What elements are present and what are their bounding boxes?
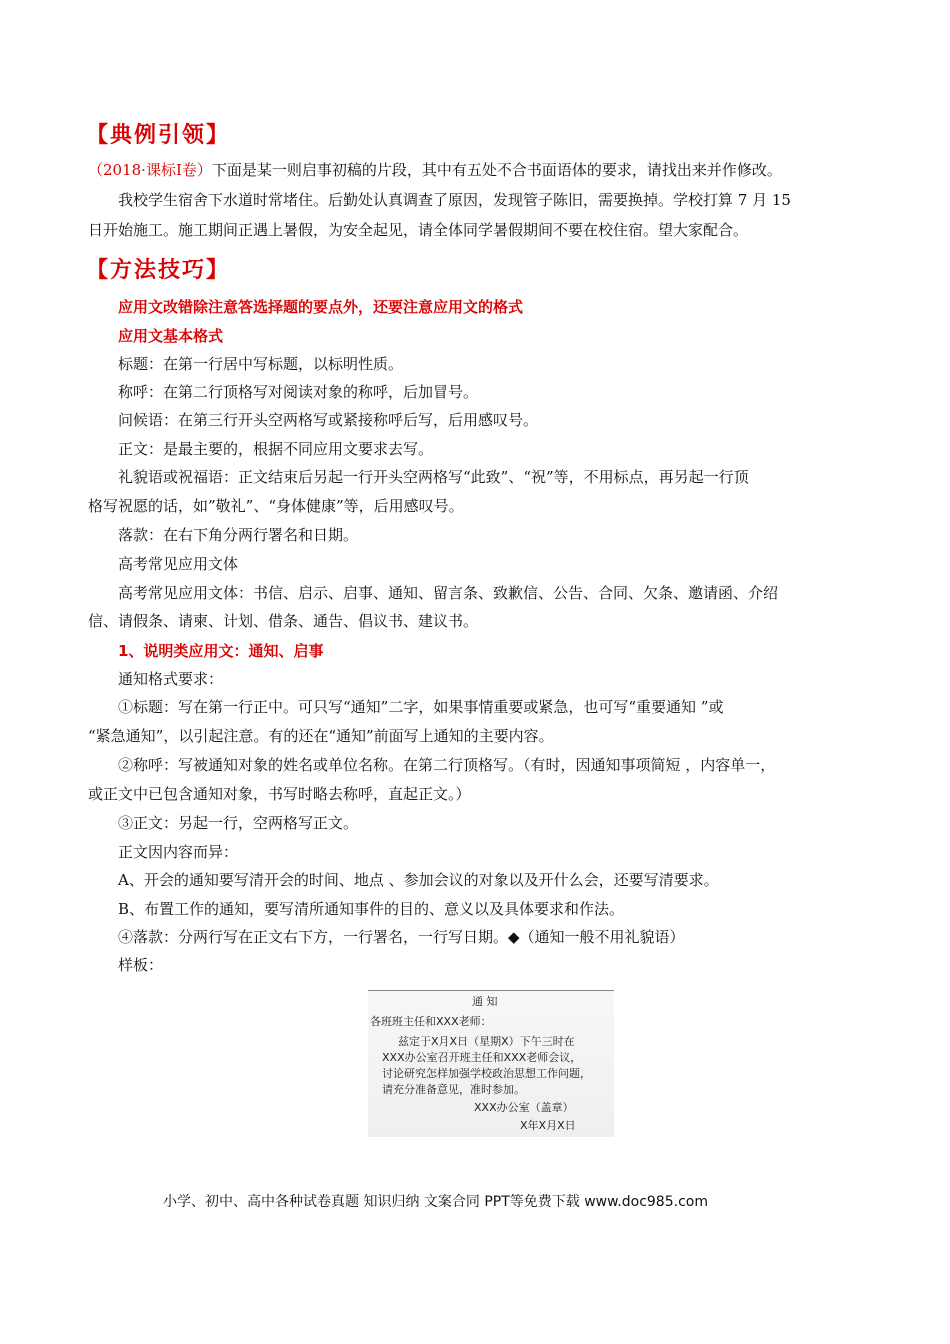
- sample-body-2: XXX办公室召开班主任和XXX老师会议，: [382, 1051, 582, 1064]
- method-line-0: 应用文改错除注意答选择题的要点外，还要注意应用文的格式: [118, 298, 524, 316]
- method-line-10: 高考常见应用文体：书信、启示、启事、通知、留言条、致歉信、公告、合同、欠条、邀请函、介绍: [118, 584, 779, 602]
- sample-salutation: 各班班主任和XXX老师：: [370, 1015, 492, 1028]
- heading-example: 【典例引领】: [86, 123, 231, 148]
- method-line-9: 高考常见应用文体: [118, 555, 239, 573]
- method-line-8: 落款：在右下角分两行署名和日期。: [118, 526, 359, 544]
- passage-line-2: 日开始施工。施工期间正遇上暑假，为安全起见，请全体同学暑假期间不要在校住宿。望大家配合。: [88, 221, 749, 239]
- method-line-23: 样板：: [118, 956, 164, 974]
- notice-sample-image: [368, 990, 614, 1137]
- method-line-18: ③正文：另起一行，空两格写正文。: [118, 814, 359, 832]
- method-line-20: A、开会的通知要写清开会的时间、地点 、参加会议的对象以及开什么会，还要写清要求。: [118, 871, 719, 889]
- method-line-1: 应用文基本格式: [118, 327, 224, 345]
- example-question: [88, 160, 782, 180]
- method-line-15: “紧急通知”，以引起注意。有的还在“通知”前面写上通知的主要内容。: [88, 727, 554, 745]
- passage-line-1: 我校学生宿舍下水道时常堵住。后勤处认真调查了原因，发现管子陈旧，需要换掉。学校打算 7 月 15: [118, 191, 791, 209]
- footer-text: 小学、初中、高中各种试卷真题 知识归纳 文案合同 PPT等免费下载 www.doc985.com: [163, 1194, 708, 1210]
- method-line-2: 标题：在第一行居中写标题，以标明性质。: [118, 355, 404, 373]
- method-line-19: 正文因内容而异：: [118, 843, 239, 861]
- method-line-16: ②称呼：写被通知对象的姓名或单位名称。在第二行顶格写。（有时，因通知事项简短 ，内容单一，: [118, 756, 776, 774]
- method-line-12: 1、说明类应用文：通知、启事: [118, 642, 324, 660]
- sample-signature: XXX办公室（盖章）: [474, 1101, 574, 1114]
- method-line-13: 通知格式要求：: [118, 670, 224, 688]
- example-question-text: 下面是某一则启事初稿的片段，其中有五处不合书面语体的要求，请找出来并作修改。: [211, 161, 782, 179]
- sample-body-1: 兹定于X月X日（星期X）下午三时在: [398, 1035, 575, 1048]
- method-line-5: 正文：是最主要的，根据不同应用文要求去写。: [118, 440, 434, 458]
- method-line-11: 信、请假条、请柬、计划、借条、通告、倡议书、建议书。: [88, 612, 479, 630]
- sample-title: 通 知: [472, 995, 498, 1008]
- sample-body-4: 请充分准备意见，准时参加。: [382, 1083, 525, 1096]
- heading-method: 【方法技巧】: [86, 258, 231, 283]
- sample-date: X年X月X日: [520, 1119, 576, 1132]
- example-source: （2018·课标Ⅰ卷）: [88, 161, 212, 179]
- method-line-4: 问候语：在第三行开头空两格写或紧接称呼后写，后用感叹号。: [118, 411, 539, 429]
- method-line-3: 称呼：在第二行顶格写对阅读对象的称呼，后加冒号。: [118, 383, 479, 401]
- method-line-21: B、布置工作的通知，要写清所通知事件的目的、意义以及具体要求和作法。: [118, 900, 625, 918]
- method-line-6: 礼貌语或祝福语：正文结束后另起一行开头空两格写“此致”、“祝”等，不用标点，再另起一行顶: [118, 468, 749, 486]
- method-line-14: ①标题：写在第一行正中。可只写“通知”二字，如果事情重要或紧急，也可写“重要通知 ”或: [118, 698, 724, 716]
- method-line-22: ④落款：分两行写在正文右下方，一行署名，一行写日期。◆（通知一般不用礼貌语）: [118, 928, 685, 946]
- method-line-17: 或正文中已包含通知对象，书写时略去称呼，直起正文。）: [88, 785, 471, 803]
- method-line-7: 格写祝愿的话，如”敬礼”、“身体健康”等，后用感叹号。: [88, 497, 464, 515]
- sample-body-3: 讨论研究怎样加强学校政治思想工作问题，: [382, 1067, 591, 1080]
